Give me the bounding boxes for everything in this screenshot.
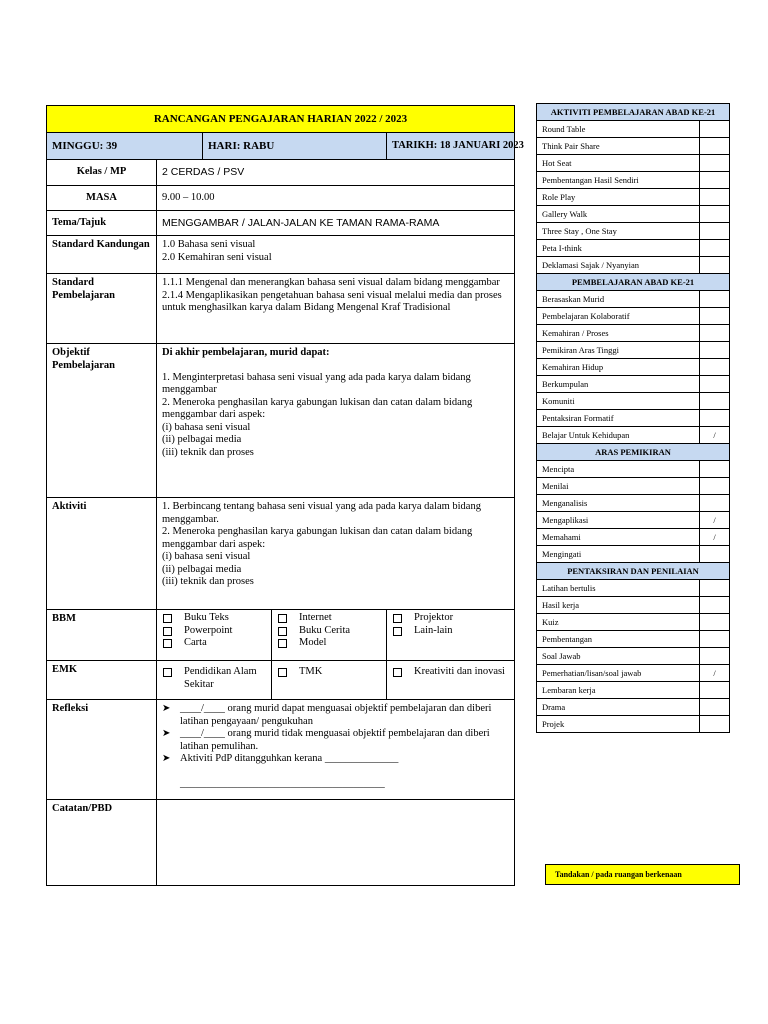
objective-line: 1. Menginterpretasi bahasa seni visual yang ada pada karya dalam bidang menggambar xyxy=(162,371,471,395)
checklist-row xyxy=(537,206,730,223)
checklist-row xyxy=(537,495,730,512)
checklist-mark-cell[interactable] xyxy=(700,342,730,359)
checklist-item-label: Drama xyxy=(537,699,700,716)
checklist-item-label: Pembelajaran Kolaboratif xyxy=(537,308,700,325)
checklist-row xyxy=(537,699,730,716)
bbm-option[interactable]: Powerpoint xyxy=(163,625,267,638)
learning-standard-line: 2.1.4 Mengaplikasikan pengetahuan bahasa seni visual melalui media dan proses untuk menghasilkan karya dalam Bidang Mengenal Kraf Tradisional xyxy=(162,289,502,313)
checkbox-icon[interactable] xyxy=(393,627,402,636)
learning-standard-label: Standard Pembelajaran xyxy=(47,274,157,344)
reflection-value xyxy=(157,700,515,800)
learning-standard-value xyxy=(157,274,515,344)
checklist-mark-cell[interactable] xyxy=(700,359,730,376)
checklist-row xyxy=(537,529,730,546)
checklist-row xyxy=(537,376,730,393)
activity-value xyxy=(157,498,515,610)
checklist-mark-cell[interactable] xyxy=(700,699,730,716)
theme-value: MENGGAMBAR / JALAN-JALAN KE TAMAN RAMA-RAMA xyxy=(157,211,515,236)
checklist-row xyxy=(537,359,730,376)
lesson-plan-table xyxy=(46,105,524,886)
arrow-bullet-icon: ➤ xyxy=(162,703,171,714)
checkbox-icon[interactable] xyxy=(278,668,287,677)
checklist-item-label: Mengingati xyxy=(537,546,700,563)
arrow-bullet-icon: ➤ xyxy=(162,728,171,739)
checklist-item-label: Lembaran kerja xyxy=(537,682,700,699)
checklist-item-label: Belajar Untuk Kehidupan xyxy=(537,427,700,444)
checklist-mark-cell[interactable] xyxy=(700,223,730,240)
section-thinking-levels-title: ARAS PEMIKIRAN xyxy=(537,444,730,461)
checklist-mark-cell[interactable]: / xyxy=(700,427,730,444)
checklist-row xyxy=(537,580,730,597)
content-standard-value xyxy=(157,236,515,274)
activity-label: Aktiviti xyxy=(47,498,157,610)
checkbox-icon[interactable] xyxy=(393,668,402,677)
checklist-row xyxy=(537,291,730,308)
checklist-mark-cell[interactable] xyxy=(700,682,730,699)
checklist-item-label: Memahami xyxy=(537,529,700,546)
week-cell: MINGGU: 39 xyxy=(47,133,203,160)
activity-line: (i) bahasa seni visual xyxy=(162,551,251,562)
date-cell: TARIKH: 18 JANUARI 2023 xyxy=(387,133,515,160)
day-cell: HARI: RABU xyxy=(203,133,387,160)
learning-standard-line: 1.1.1 Mengenal dan menerangkan bahasa seni visual dalam bidang menggambar xyxy=(162,277,500,288)
emk-option[interactable]: Kreativiti dan inovasi xyxy=(393,666,510,679)
bbm-option[interactable]: Carta xyxy=(163,637,267,650)
reflection-blank-line: _______________________________________ xyxy=(180,777,385,789)
checklist-mark-cell[interactable] xyxy=(700,121,730,138)
reflection-label: Refleksi xyxy=(47,700,157,800)
checklist-item-label: Berkumpulan xyxy=(537,376,700,393)
checklist-row xyxy=(537,716,730,733)
checklist-item-label: Menilai xyxy=(537,478,700,495)
checklist-row xyxy=(537,223,730,240)
checklist-item-label: Round Table xyxy=(537,121,700,138)
checklist-row xyxy=(537,410,730,427)
checklist-mark-cell[interactable]: / xyxy=(700,665,730,682)
checklist-row xyxy=(537,393,730,410)
emk-label: EMK xyxy=(47,661,157,700)
checklist-mark-cell[interactable] xyxy=(700,240,730,257)
checklist-mark-cell[interactable] xyxy=(700,597,730,614)
notes-label: Catatan/PBD xyxy=(47,800,157,886)
checklist-mark-cell[interactable] xyxy=(700,325,730,342)
checklist-item-label: Pemerhatian/lisan/soal jawab xyxy=(537,665,700,682)
checklist-item-label: Three Stay , One Stay xyxy=(537,223,700,240)
checklist-item-label: Pembentangan xyxy=(537,631,700,648)
checklist-row xyxy=(537,614,730,631)
activity-line: 1. Berbincang tentang bahasa seni visual yang ada pada karya dalam bidang menggambar. xyxy=(162,501,481,525)
checklist-mark-cell[interactable] xyxy=(700,172,730,189)
objective-intro: Di akhir pembelajaran, murid dapat: xyxy=(162,347,330,358)
checklist-mark-cell[interactable] xyxy=(700,257,730,274)
checkbox-icon[interactable] xyxy=(163,614,172,623)
checklist-item-label: Soal Jawab xyxy=(537,648,700,665)
checklist-mark-cell[interactable] xyxy=(700,138,730,155)
bbm-option[interactable]: Buku Teks xyxy=(163,612,267,625)
checklist-row xyxy=(537,512,730,529)
time-label: MASA xyxy=(47,186,157,211)
checkbox-icon[interactable] xyxy=(393,614,402,623)
checklist-row xyxy=(537,427,730,444)
activity-line: (iii) teknik dan proses xyxy=(162,576,254,587)
checkbox-icon[interactable] xyxy=(278,627,287,636)
checklist-mark-cell[interactable]: / xyxy=(700,512,730,529)
checklist-row xyxy=(537,478,730,495)
emk-option[interactable]: Pendidikan Alam Sekitar xyxy=(163,666,267,691)
checklist-mark-cell[interactable] xyxy=(700,308,730,325)
checklist-item-label: Projek xyxy=(537,716,700,733)
content-standard-label: Standard Kandungan xyxy=(47,236,157,274)
reflection-line: Aktiviti PdP ditangguhkan kerana ______________ xyxy=(180,753,399,764)
checklist-item-label: Mencipta xyxy=(537,461,700,478)
checklist-mark-cell[interactable] xyxy=(700,631,730,648)
checklist-row xyxy=(537,121,730,138)
bbm-options xyxy=(157,610,515,661)
reflection-line: ____/____ orang murid dapat menguasai objektif pembelajaran dan diberi latihan pengayaan/ pengukuhan xyxy=(180,703,492,727)
checklist-item-label: Menganalisis xyxy=(537,495,700,512)
checklist-item-label: Peta I-think xyxy=(537,240,700,257)
checklist-mark-cell[interactable] xyxy=(700,376,730,393)
checklist-row xyxy=(537,308,730,325)
objective-line: (i) bahasa seni visual xyxy=(162,421,251,433)
notes-value[interactable] xyxy=(157,800,515,886)
checklist-row xyxy=(537,461,730,478)
emk-option[interactable]: TMK xyxy=(278,666,382,679)
bbm-option[interactable]: Model xyxy=(278,637,382,650)
plan-title: RANCANGAN PENGAJARAN HARIAN 2022 / 2023 xyxy=(47,106,515,133)
checklist-mark-cell[interactable] xyxy=(700,461,730,478)
activity-line: (ii) pelbagai media xyxy=(162,563,242,575)
checkbox-icon[interactable] xyxy=(163,639,172,648)
checklist-item-label: Think Pair Share xyxy=(537,138,700,155)
checklist-item-label: Pemikiran Aras Tinggi xyxy=(537,342,700,359)
section-assessment-title: PENTAKSIRAN DAN PENILAIAN xyxy=(537,563,730,580)
checkbox-icon[interactable] xyxy=(278,614,287,623)
objective-line: (iii) teknik dan proses xyxy=(162,446,254,458)
checklist-row xyxy=(537,172,730,189)
objective-line: (ii) pelbagai media xyxy=(162,434,242,445)
section-activities-title: AKTIVITI PEMBELAJARAN ABAD KE-21 xyxy=(537,104,730,121)
checklist-item-label: Hot Seat xyxy=(537,155,700,172)
bbm-option[interactable]: Buku Cerita xyxy=(278,625,382,638)
checklist-row xyxy=(537,597,730,614)
instruction-note: Tandakan / pada ruangan berkenaan xyxy=(545,864,740,885)
bbm-option[interactable]: Lain-lain xyxy=(393,625,510,638)
checklist-mark-cell[interactable] xyxy=(700,546,730,563)
checklist-row xyxy=(537,546,730,563)
checklist-mark-cell[interactable] xyxy=(700,155,730,172)
checklist-mark-cell[interactable] xyxy=(700,189,730,206)
checklist-row xyxy=(537,240,730,257)
content-standard-line: 2.0 Kemahiran seni visual xyxy=(162,251,272,263)
checklist-row xyxy=(537,325,730,342)
checklist-row xyxy=(537,189,730,206)
content-standard-line: 1.0 Bahasa seni visual xyxy=(162,239,256,250)
checklist-item-label: Role Play xyxy=(537,189,700,206)
emk-options xyxy=(157,661,515,700)
checklist-row xyxy=(537,155,730,172)
checklist-mark-cell[interactable] xyxy=(700,716,730,733)
arrow-bullet-icon: ➤ xyxy=(162,753,171,764)
checklist-mark-cell[interactable] xyxy=(700,648,730,665)
checklist-item-label: Gallery Walk xyxy=(537,206,700,223)
checklist-mark-cell[interactable] xyxy=(700,478,730,495)
checklist-mark-cell[interactable]: / xyxy=(700,529,730,546)
objective-line: 2. Meneroka penghasilan karya gabungan lukisan dan catan dalam bidang menggambar dari aspek: xyxy=(162,396,473,420)
checklist-item-label: Deklamasi Sajak / Nyanyian xyxy=(537,257,700,274)
checklist-item-label: Latihan bertulis xyxy=(537,580,700,597)
checklist-item-label: Komuniti xyxy=(537,393,700,410)
checklist-mark-cell[interactable] xyxy=(700,614,730,631)
checklist-item-label: Mengaplikasi xyxy=(537,512,700,529)
checklist-mark-cell[interactable] xyxy=(700,393,730,410)
reflection-line: ____/____ orang murid tidak menguasai objektif pembelajaran dan diberi latihan pemulihan. xyxy=(180,728,490,752)
checklist-mark-cell[interactable] xyxy=(700,410,730,427)
checklist-table xyxy=(536,103,730,733)
checklist-item-label: Berasaskan Murid xyxy=(537,291,700,308)
checklist-row xyxy=(537,682,730,699)
theme-label: Tema/Tajuk xyxy=(47,211,157,236)
class-label: Kelas / MP xyxy=(47,160,157,186)
checklist-item-label: Kemahiran / Proses xyxy=(537,325,700,342)
class-value: 2 CERDAS / PSV xyxy=(157,160,515,186)
checklist-item-label: Hasil kerja xyxy=(537,597,700,614)
checkbox-icon[interactable] xyxy=(278,639,287,648)
checklist-item-label: Pembentangan Hasil Sendiri xyxy=(537,172,700,189)
objective-label: Objektif Pembelajaran xyxy=(47,344,157,498)
checklist-item-label: Pentaksiran Formatif xyxy=(537,410,700,427)
bbm-label: BBM xyxy=(47,610,157,661)
checklist-row xyxy=(537,648,730,665)
checklist-mark-cell[interactable] xyxy=(700,580,730,597)
bbm-option[interactable]: Internet xyxy=(278,612,382,625)
checklist-mark-cell[interactable] xyxy=(700,495,730,512)
checklist-item-label: Kuiz xyxy=(537,614,700,631)
checkbox-icon[interactable] xyxy=(163,627,172,636)
checklist-row xyxy=(537,257,730,274)
checklist-row xyxy=(537,631,730,648)
checkbox-icon[interactable] xyxy=(163,668,172,677)
section-21st-century-title: PEMBELAJARAN ABAD KE-21 xyxy=(537,274,730,291)
checklist-item-label: Kemahiran Hidup xyxy=(537,359,700,376)
checklist-mark-cell[interactable] xyxy=(700,206,730,223)
checklist-row xyxy=(537,138,730,155)
bbm-option[interactable]: Projektor xyxy=(393,612,510,625)
checklist-row xyxy=(537,665,730,682)
checklist-row xyxy=(537,342,730,359)
activity-line: 2. Meneroka penghasilan karya gabungan lukisan dan catan dalam bidang menggambar dari aspek: xyxy=(162,526,473,550)
time-value: 9.00 – 10.00 xyxy=(157,186,515,211)
objective-value xyxy=(157,344,515,498)
checklist-mark-cell[interactable] xyxy=(700,291,730,308)
